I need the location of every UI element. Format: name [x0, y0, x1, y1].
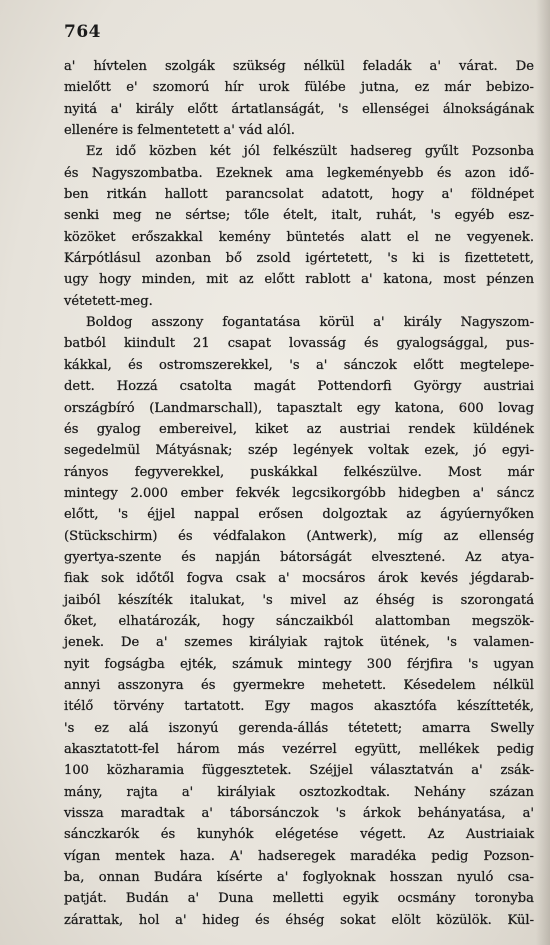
text-line: zárattak, hol a' hideg és éhség sokat elölt közülök. Kül- [64, 912, 534, 928]
text-line: Boldog asszony fogantatása körül a' király Nagyszom- [86, 315, 534, 331]
text-line: dett. Hozzá csatolta magát Pottendorfi György austriai [64, 379, 534, 395]
text-line: ugy hogy minden, mit az előtt rablott a' katona, most pénzen [64, 272, 534, 288]
text-line: jenek. De a' szemes királyiak rajtok ütének, 's valamen- [64, 635, 534, 651]
text-line: mielőtt e' szomorú hír urok fülébe jutna, ez már bebizo- [64, 80, 534, 96]
text-line: ben ritkán hallott parancsolat adatott, hogy a' földnépet [64, 187, 534, 203]
text-line: sánczkarók és kunyhók elégetése végett. Az Austriaiak [64, 827, 534, 843]
text-line: jaiból készíték italukat, 's mivel az éhség is szorongatá [64, 592, 534, 608]
text-line: fiak sok időtől fogva csak a' mocsáros árok kevés jégdarab- [64, 571, 534, 587]
page-number: 764 [64, 22, 101, 42]
text-line: rányos fegyverekkel, puskákkal felkészülve. Most már [64, 464, 534, 480]
text-line: a' hívtelen szolgák szükség nélkül feladák a' várat. De [64, 59, 534, 74]
text-line: mintegy 2.000 ember fekvék legcsikorgóbb hidegben a' sáncz [64, 485, 534, 501]
text-line: annyi asszonyra és gyermekre mehetett. Késedelem nélkül [64, 677, 534, 693]
text-line: segedelmül Mátyásnak; szép legények voltak ezek, jó egyi- [64, 443, 534, 459]
text-line: ba, onnan Budára kísérte a' foglyoknak hosszan nyuló csa- [64, 870, 534, 886]
text-line: gyertya-szente és napján bátorságát elvesztené. Az atya- [64, 549, 534, 565]
text-line: kákkal, és ostromszerekkel, 's a' sánczok előtt megtelepe- [64, 357, 534, 373]
text-line: előtt, 's éjjel nappal erősen dolgoztak az ágyúernyőken [64, 507, 534, 523]
text-line: Kárpótlásul azonban bő zsold igértetett, 's ki is fizettetett, [64, 251, 534, 267]
text-line: vissza maradtak a' táborsánczok 's árkok behányatása, a' [64, 806, 534, 822]
text-line: patját. Budán a' Duna melletti egyik ocsmány toronyba [64, 891, 534, 907]
text-line: nyitá a' király előtt ártatlanságát, 's ellenségei álnokságának [64, 101, 534, 117]
text-line: országbíró (Landmarschall), tapasztalt egy katona, 600 lovag [64, 400, 534, 416]
page-edge-shadow [536, 0, 550, 945]
text-line: 100 közharamia függesztetek. Széjjel választatván a' zsák- [64, 763, 534, 779]
text-line: ellenére is felmentetett a' vád alól. [64, 123, 295, 139]
body-text [64, 56, 534, 931]
text-line: akasztatott-fel három más vezérrel együtt, mellékek pedig [64, 742, 534, 757]
text-line: vétetett-meg. [64, 293, 153, 309]
text-line: 's ez alá iszonyú gerenda-állás tétetett; amarra Swelly [64, 720, 534, 736]
text-line: nyit fogságba ejték, számuk mintegy 300 férjfira 's ugyan [64, 656, 534, 672]
text-line: vígan mentek haza. A' hadseregek maradéka pedig Pozson- [64, 848, 534, 864]
text-line: őket, elhatározák, hogy sánczaikból alattomban megszök- [64, 613, 534, 629]
text-line: batból kiindult 21 csapat lovasság és gyalogsággal, pus- [64, 336, 534, 352]
text-line: Ez idő közben két jól felkészült hadsereg gyűlt Pozsonba [86, 144, 534, 160]
text-line: senki meg ne sértse; tőle ételt, italt, ruhát, 's egyéb esz- [64, 208, 534, 224]
text-line: és gyalog embereivel, kiket az austriai rendek küldének [64, 421, 534, 437]
text-line: itélő törvény tartatott. Egy magos akasztófa készítteték, [64, 699, 534, 715]
text-line: közöket erőszakkal kemény büntetés alatt el ne vegyenek. [64, 229, 534, 245]
text-line: és Nagyszombatba. Ezeknek ama legkeményebb és azon idő- [64, 165, 534, 181]
text-line: mány, rajta a' királyiak osztozkodtak. Nehány százan [64, 784, 534, 800]
text-line: (Stückschirm) és védfalakon (Antwerk), míg az ellenség [64, 528, 534, 544]
